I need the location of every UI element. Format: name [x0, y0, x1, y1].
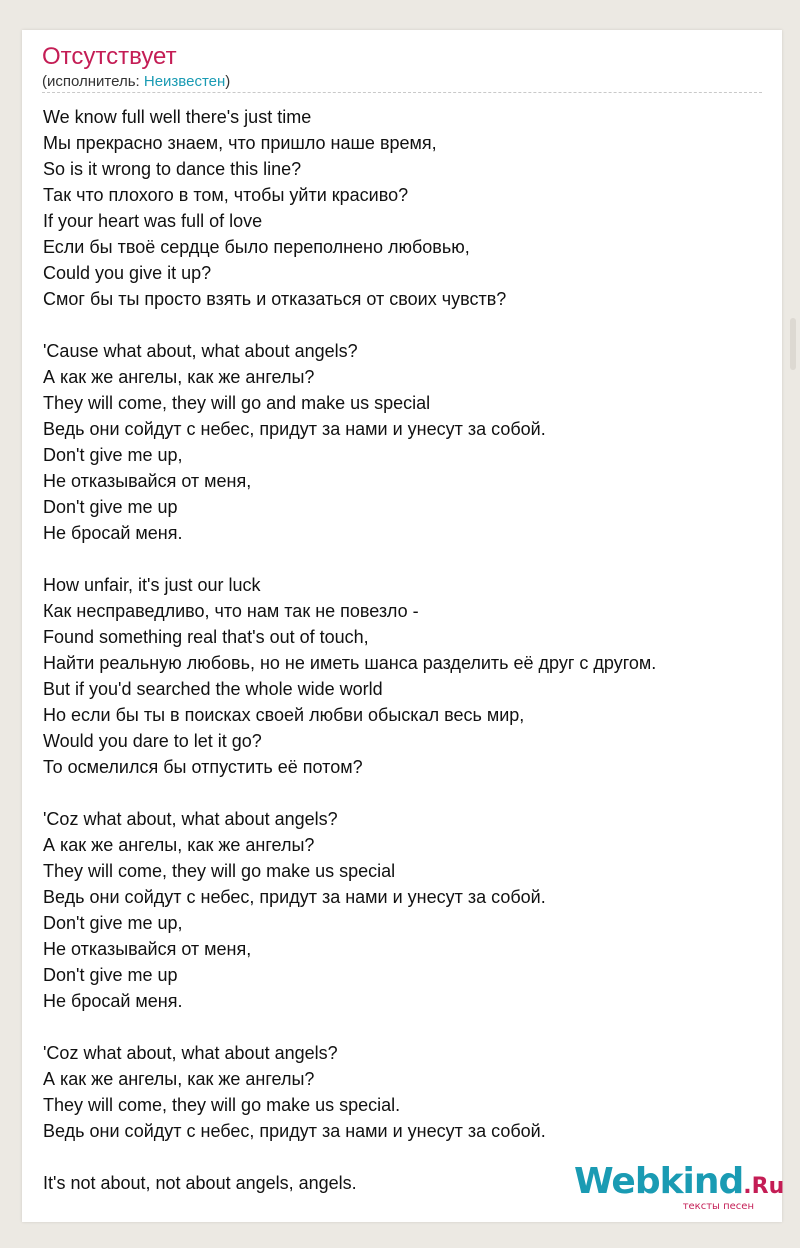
- lyric-line: We know full well there's just time: [43, 107, 312, 127]
- lyric-line: They will come, they will go and make us special: [43, 393, 431, 413]
- lyric-line: Don't give me up: [43, 497, 178, 517]
- lyric-line: Не бросай меня.: [43, 523, 183, 543]
- logo-tagline: тексты песен: [682, 1201, 754, 1212]
- logo-wordmark: Webkind: [574, 1161, 744, 1202]
- lyric-line: Найти реальную любовь, но не иметь шанса разделить её друг с другом.: [43, 653, 657, 673]
- artist-suffix: ): [225, 73, 231, 90]
- lyric-line: Не отказывайся от меня,: [43, 939, 252, 959]
- lyric-line: How unfair, it's just our luck: [43, 575, 261, 595]
- lyric-line: А как же ангелы, как же ангелы?: [43, 1069, 315, 1089]
- lyric-line: То осмелился бы отпустить её потом?: [43, 757, 363, 777]
- scrollbar-thumb[interactable]: [790, 318, 796, 370]
- lyrics-card: [22, 30, 785, 1222]
- lyric-line: Found something real that's out of touch,: [43, 627, 369, 647]
- song-title: Отсутствует: [42, 43, 177, 70]
- lyric-line: Ведь они сойдут с небес, придут за нами и унесут за собой.: [43, 1121, 546, 1141]
- artist-line: [42, 73, 230, 91]
- stanza-break: [43, 780, 763, 806]
- lyrics-text: [43, 104, 763, 1196]
- lyric-line: Если бы твоё сердце было переполнено любовью,: [43, 237, 470, 257]
- stanza-break: [43, 1014, 763, 1040]
- lyric-line: Don't give me up: [43, 965, 178, 985]
- lyric-line: Ведь они сойдут с небес, придут за нами и унесут за собой.: [43, 419, 546, 439]
- lyric-line: So is it wrong to dance this line?: [43, 159, 302, 179]
- artist-prefix: (исполнитель:: [42, 73, 144, 90]
- lyric-line: Would you dare to let it go?: [43, 731, 262, 751]
- lyric-line: 'Coz what about, what about angels?: [43, 809, 338, 829]
- lyric-line: Смог бы ты просто взять и отказаться от своих чувств?: [43, 289, 507, 309]
- lyric-line: Так что плохого в том, чтобы уйти красиво?: [43, 185, 409, 205]
- lyric-line: But if you'd searched the whole wide world: [43, 679, 383, 699]
- lyric-line: They will come, they will go make us special: [43, 861, 396, 881]
- lyric-line: Как несправедливо, что нам так не повезло -: [43, 601, 419, 621]
- lyric-line: It's not about, not about angels, angels.: [43, 1173, 357, 1193]
- lyric-line: Мы прекрасно знаем, что пришло наше время,: [43, 133, 437, 153]
- lyric-line: Но если бы ты в поисках своей любви обыскал весь мир,: [43, 705, 525, 725]
- lyric-line: Could you give it up?: [43, 263, 212, 283]
- artist-link[interactable]: Неизвестен: [143, 73, 226, 90]
- logo-tld: .Ru: [743, 1174, 785, 1199]
- lyric-line: А как же ангелы, как же ангелы?: [43, 835, 315, 855]
- stanza-break: [43, 546, 763, 572]
- lyric-line: 'Cause what about, what about angels?: [43, 341, 358, 361]
- lyric-line: Don't give me up,: [43, 445, 183, 465]
- site-logo[interactable]: [574, 1161, 785, 1214]
- lyric-line: They will come, they will go make us special.: [43, 1095, 401, 1115]
- stanza-break: [43, 312, 763, 338]
- lyric-line: Не бросай меня.: [43, 991, 183, 1011]
- lyric-line: Don't give me up,: [43, 913, 183, 933]
- lyric-line: Не отказывайся от меня,: [43, 471, 252, 491]
- divider: [42, 92, 762, 93]
- lyric-line: If your heart was full of love: [43, 211, 263, 231]
- lyric-line: 'Coz what about, what about angels?: [43, 1043, 338, 1063]
- lyric-line: Ведь они сойдут с небес, придут за нами и унесут за собой.: [43, 887, 546, 907]
- lyric-line: А как же ангелы, как же ангелы?: [43, 367, 315, 387]
